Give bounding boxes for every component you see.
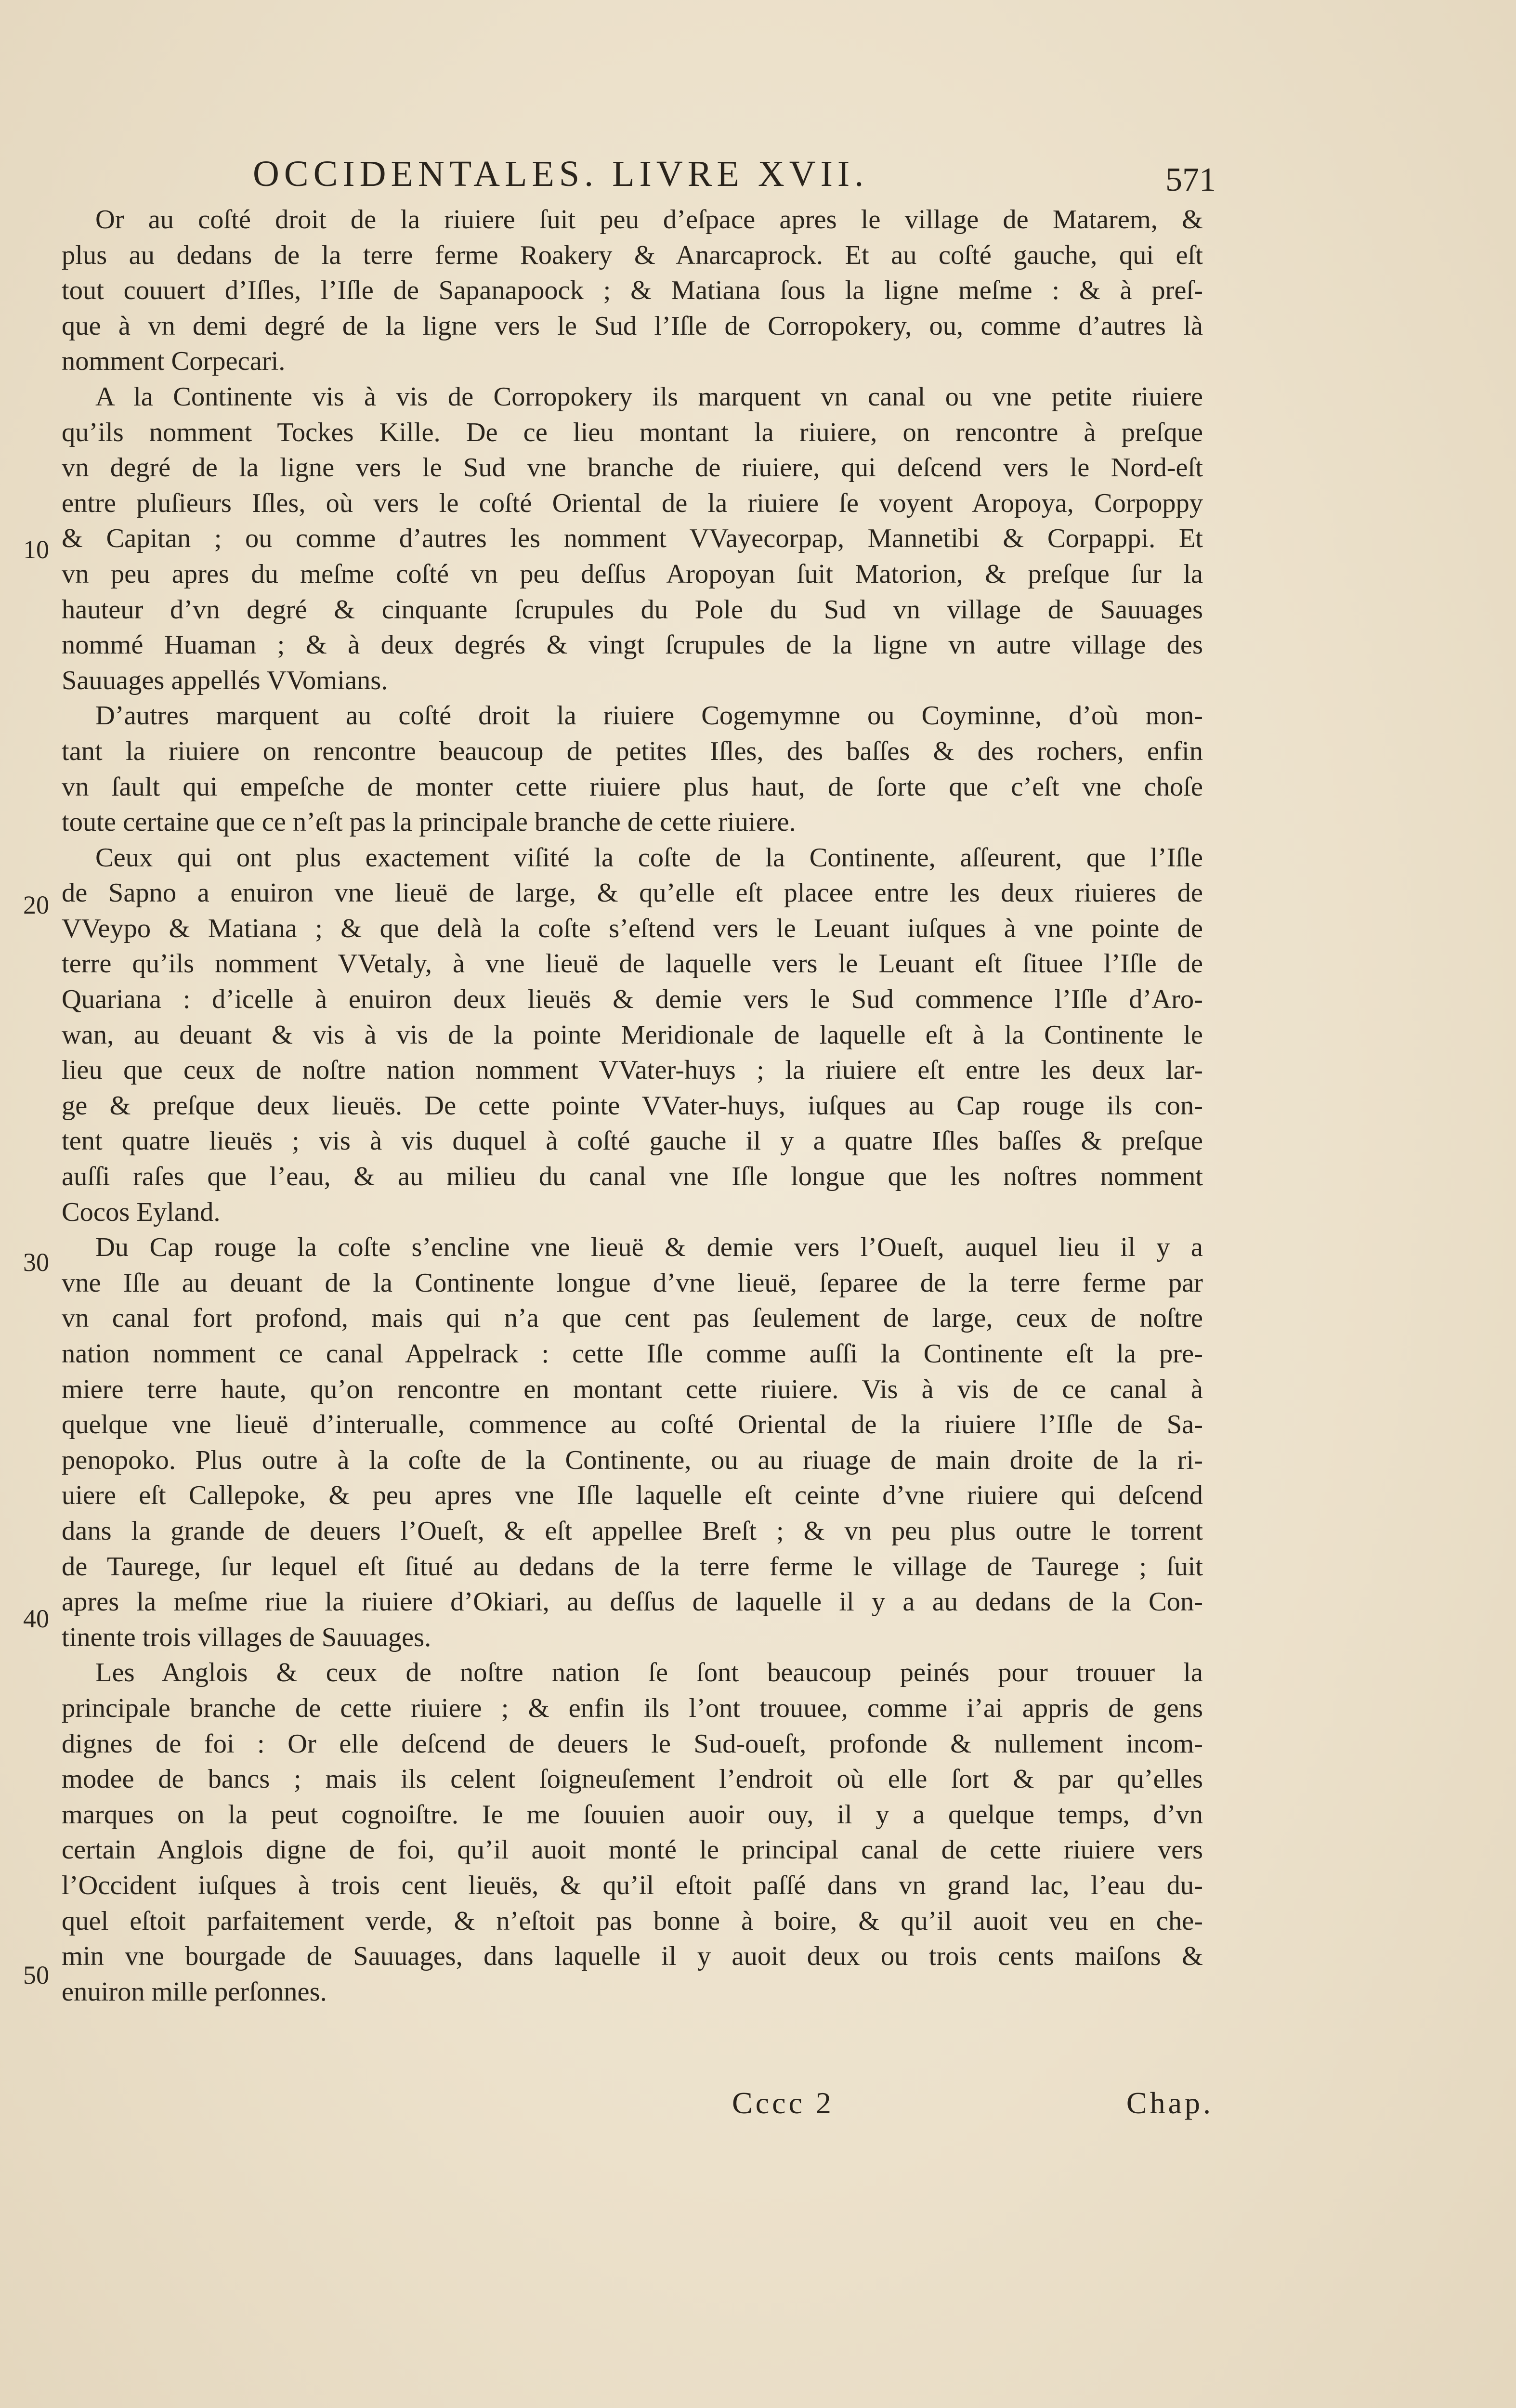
text-line: uiere eſt Callepoke, & peu apres vne Iſle laquelle eſt ceinte d’vne riuiere qui deſcend	[62, 1480, 1203, 1511]
text-line: dans la grande de deuers l’Oueſt, & eſt appellee Breſt ; & vn peu plus outre le torrent	[62, 1516, 1203, 1546]
text-line: lieu que ceux de noſtre nation nomment VVater-huys ; la riuiere eſt entre les deux lar-	[62, 1055, 1203, 1086]
text-line: vn ſault qui empeſche de monter cette riuiere plus haut, de ſorte que c’eſt vne choſe	[62, 772, 1203, 802]
body-text	[62, 202, 1203, 2010]
text-line: Sauuages appellés VVomians.	[62, 665, 388, 695]
text-line: vne Iſle au deuant de la Continente longue d’vne lieuë, ſeparee de la terre ferme par	[62, 1268, 1203, 1298]
text-line: entre pluſieurs Iſles, où vers le coſté Oriental de la riuiere ſe voyent Aropoya, Corpoppy	[62, 488, 1203, 518]
text-line: Quariana : d’icelle à enuiron deux lieuës & demie vers le Sud commence l’Iſle d’Aro-	[62, 984, 1203, 1015]
text-line: A la Continente vis à vis de Corropokery ils marquent vn canal ou vne petite riuiere	[95, 381, 1203, 412]
text-line: quelque vne lieuë d’interualle, commence au coſté Oriental de la riuiere l’Iſle de Sa-	[62, 1410, 1203, 1440]
text-line: VVeypo & Matiana ; & que delà la coſte s’eſtend vers le Leuant iuſques à vne pointe de	[62, 913, 1203, 943]
text-line: modee de bancs ; mais ils celent ſoigneuſement l’endroit où elle ſort & par qu’elles	[62, 1764, 1203, 1794]
text-line: marques on la peut cognoiſtre. Ie me ſouuien auoir ouy, il y a quelque temps, d’vn	[62, 1799, 1203, 1830]
text-line: certain Anglois digne de foi, qu’il auoit monté le principal canal de cette riuiere vers	[62, 1835, 1203, 1865]
text-line: hauteur d’vn degré & cinquante ſcrupules du Pole du Sud vn village de Sauuages	[62, 594, 1203, 625]
line-number-20: 20	[23, 890, 49, 919]
text-line: wan, au deuant & vis à vis de la pointe Meridionale de laquelle eſt à la Continente le	[62, 1020, 1203, 1050]
paragraph	[62, 202, 1203, 380]
text-line: Cocos Eyland.	[62, 1197, 221, 1227]
text-line: plus au dedans de la terre ferme Roakery & Anarcaprock. Et au coſté gauche, qui eſt	[62, 240, 1203, 270]
running-head: OCCIDENTALES. LIVRE XVII.	[253, 154, 869, 194]
line-number-30: 30	[23, 1248, 49, 1277]
text-line: D’autres marquent au coſté droit la riuiere Cogemymne ou Coyminne, d’où mon-	[95, 701, 1203, 731]
text-line: l’Occident iuſques à trois cent lieuës, & qu’il eſtoit paſſé dans vn grand lac, l’eau du-	[62, 1870, 1203, 1900]
text-line: vn canal fort profond, mais qui n’a que cent pas ſeulement de large, ceux de noſtre	[62, 1303, 1203, 1334]
paragraph	[62, 1230, 1203, 1655]
text-line: nation nomment ce canal Appelrack : cette Iſle comme auſſi la Continente eſt la pre-	[62, 1339, 1203, 1369]
text-line: & Capitan ; ou comme d’autres les nomment VVayecorpap, Mannetibi & Corpappi. Et	[62, 523, 1203, 554]
line-number-40: 40	[23, 1604, 49, 1633]
text-line: apres la meſme riue la riuiere d’Okiari, au deſſus de laquelle il y a au dedans de la Con-	[62, 1587, 1203, 1617]
text-line: que à vn demi degré de la ligne vers le Sud l’Iſle de Corropokery, ou, comme d’autres là	[62, 311, 1203, 341]
text-line: tent quatre lieuës ; vis à vis duquel à coſté gauche il y a quatre Iſles baſſes & preſque	[62, 1126, 1203, 1156]
text-line: nomment Corpecari.	[62, 346, 286, 377]
page-number: 571	[1165, 161, 1216, 198]
text-line: tout couuert d’Iſles, l’Iſle de Sapanapoock ; & Matiana ſous la ligne meſme : & à preſ-	[62, 275, 1203, 306]
text-line: quel eſtoit parfaitement verde, & n’eſtoit pas bonne à boire, & qu’il auoit veu en che-	[62, 1906, 1203, 1936]
text-line: terre qu’ils nomment VVetaly, à vne lieuë de laquelle vers le Leuant eſt ſituee l’Iſle de	[62, 949, 1203, 979]
paragraph	[62, 840, 1203, 1230]
catchword: Chap.	[1126, 2086, 1214, 2120]
text-line: auſſi raſes que l’eau, & au milieu du canal vne Iſle longue que les noſtres nomment	[62, 1162, 1203, 1192]
paragraph	[62, 380, 1203, 698]
text-line: tant la riuiere on rencontre beaucoup de petites Iſles, des baſſes & des rochers, enfin	[62, 736, 1203, 766]
text-line: min vne bourgade de Sauuages, dans laquelle il y auoit deux ou trois cents maiſons &	[62, 1941, 1203, 1972]
text-line: penopoko. Plus outre à la coſte de la Continente, ou au riuage de main droite de la ri-	[62, 1445, 1203, 1475]
text-line: Les Anglois & ceux de noſtre nation ſe ſont beaucoup peinés pour trouuer la	[95, 1658, 1203, 1688]
paragraph	[62, 698, 1203, 840]
text-line: toute certaine que ce n’eſt pas la principale branche de cette riuiere.	[62, 807, 796, 838]
page-footer	[732, 2085, 1214, 2129]
line-number-50: 50	[23, 1961, 49, 1989]
signature-mark: Cccc 2	[732, 2086, 834, 2120]
text-line: vn degré de la ligne vers le Sud vne branche de riuiere, qui deſcend vers le Nord-eſt	[62, 453, 1203, 483]
text-line: ge & preſque deux lieuës. De cette pointe VVater-huys, iuſques au Cap rouge ils con-	[62, 1090, 1203, 1121]
text-line: Ceux qui ont plus exactement viſité la coſte de la Continente, aſſeurent, que l’Iſle	[95, 842, 1203, 873]
text-line: de Taurege, ſur lequel eſt ſitué au dedans de la terre ferme le village de Taurege ; ſuit	[62, 1551, 1203, 1582]
text-line: enuiron mille perſonnes.	[62, 1976, 327, 2007]
page-header	[253, 153, 1216, 206]
text-line: vn peu apres du meſme coſté vn peu deſſus Aropoyan ſuit Matorion, & preſque ſur la	[62, 559, 1203, 589]
paragraph	[62, 1655, 1203, 2010]
text-line: de Sapno a enuiron vne lieuë de large, & qu’elle eſt placee entre les deux riuieres de	[62, 878, 1203, 908]
text-line: dignes de foi : Or elle deſcend de deuers le Sud-oueſt, profonde & nullement incom-	[62, 1728, 1203, 1759]
text-line: Or au coſté droit de la riuiere ſuit peu d’eſpace apres le village de Matarem, &	[95, 205, 1203, 235]
text-line: qu’ils nomment Tockes Kille. De ce lieu montant la riuiere, on rencontre à preſque	[62, 417, 1203, 447]
line-number-10: 10	[23, 535, 49, 564]
text-line: nommé Huaman ; & à deux degrés & vingt ſcrupules de la ligne vn autre village des	[62, 630, 1203, 660]
text-line: tinente trois villages de Sauuages.	[62, 1622, 431, 1652]
text-line: miere terre haute, qu’on rencontre en montant cette riuiere. Vis à vis de ce canal à	[62, 1374, 1203, 1404]
text-line: principale branche de cette riuiere ; & enfin ils l’ont trouuee, comme i’ai appris de gens	[62, 1693, 1203, 1723]
text-line: Du Cap rouge la coſte s’encline vne lieuë & demie vers l’Oueſt, auquel lieu il y a	[95, 1232, 1203, 1263]
